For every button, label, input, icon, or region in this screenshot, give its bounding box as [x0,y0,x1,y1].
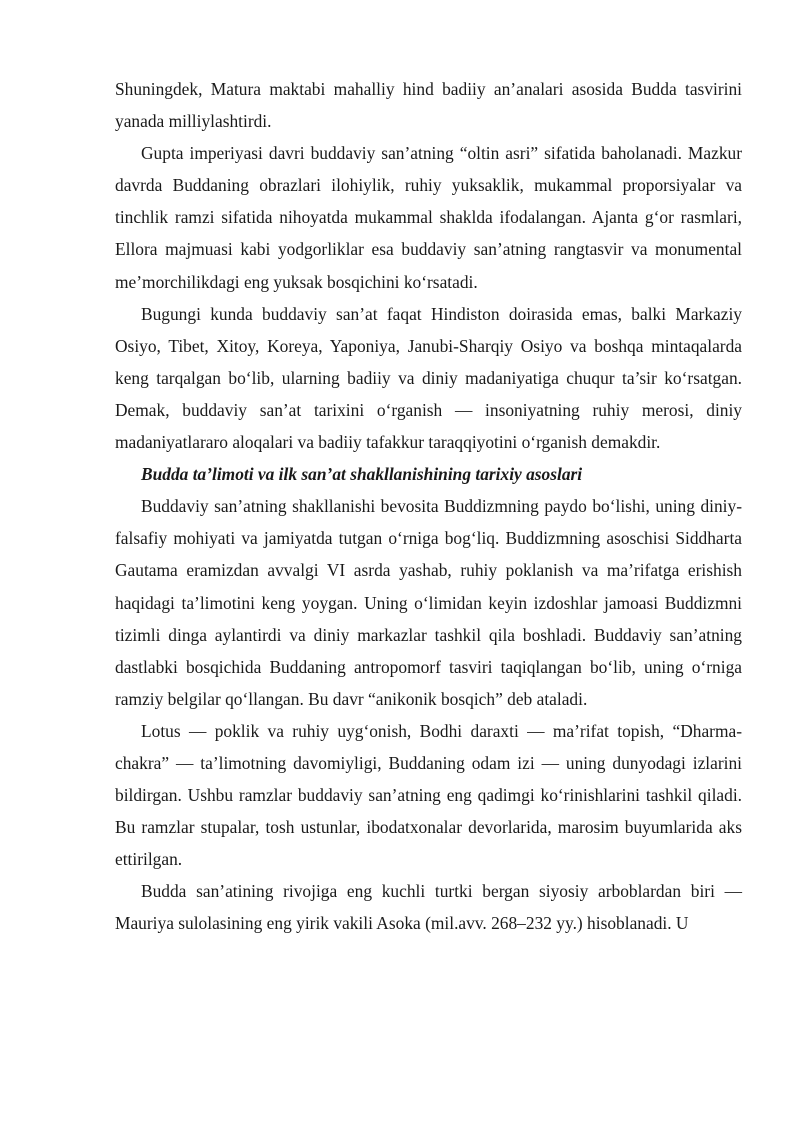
paragraph-formation: Buddaviy san’atning shakllanishi bevosita Buddizmning paydo bo‘lishi, uning diniy-falsafiy mohiyati va jamiyatda tutgan o‘rniga bog‘liq. Buddizmning asoschisi Siddharta Gautama eramizdan avvalgi VI asrda yashab, ruhiy poklanish va ma’rifatga erishish haqidagi ta’limotini keng yoygan. Uning o‘limidan keyin izdoshlar jamoasi Buddizmni tizimli dinga aylantirdi va diniy markazlar tashkil qila boshladi. Buddaviy san’atning dastlabki bosqichida Buddaning antropomorf tasviri taqiqlangan bo‘lib, uning o‘rniga ramziy belgilar qo‘llangan. Bu davr “anikonik bosqich” deb ataladi. [115,496,742,709]
paragraph-asoka: Budda san’atining rivojiga eng kuchli turtki bergan siyosiy arboblardan biri — Mauriya sulolasining eng yirik vakili Asoka (mil.avv. 268–232 yy.) hisoblanadi. U [115,881,742,934]
paragraph-matura: Shuningdek, Matura maktabi mahalliy hind badiiy an’analari asosida Budda tasvirini yanada milliylashtirdi. [115,79,742,132]
section-heading: Budda ta’limoti va ilk san’at shakllanishining tarixiy asoslari [141,464,583,485]
paragraph-symbols: Lotus — poklik va ruhiy uyg‘onish, Bodhi daraxti — ma’rifat topish, “Dharma-chakra” — ta’limotning davomiyligi, Buddaning odam izi — uning dunyodagi izlarini bildirgan. Ushbu ramzlar buddaviy san’atning eng qadimgi ko‘rinishlarini tashkil qiladi. Bu ramzlar stupalar, tosh ustunlar, ibodatxonalar devorlarida, marosim buyumlarida aks ettirilgan. [115,720,742,870]
paragraph-today: Bugungi kunda buddaviy san’at faqat Hindiston doirasida emas, balki Markaziy Osiyo, Tibet, Xitoy, Koreya, Yaponiya, Janubi-Sharqiy Osiyo va boshqa mintaqalarda keng tarqalgan bo‘lib, ularning badiiy va diniy madaniyatiga chuqur ta’sir ko‘rsatgan. Demak, buddaviy san’at tarixini o‘rganish — insoniyatning ruhiy merosi, diniy madaniyatlararo aloqalari va badiiy tafakkur taraqqiyotini o‘rganish demakdir. [115,303,742,453]
paragraph-gupta: Gupta imperiyasi davri buddaviy san’atning “oltin asri” sifatida baholanadi. Mazkur davrda Buddaning obrazlari ilohiylik, ruhiy yuksaklik, mukammal proporsiyalar va tinchlik ramzi sifatida nihoyatda mukammal shaklda ifodalangan. Ajanta g‘or rasmlari, Ellora majmuasi kabi yodgorliklar esa buddaviy san’atning rangtasvir va monumental me’morchilikdagi eng yuksak bosqichini ko‘rsatadi. [115,143,742,292]
document-page [115,73,742,940]
